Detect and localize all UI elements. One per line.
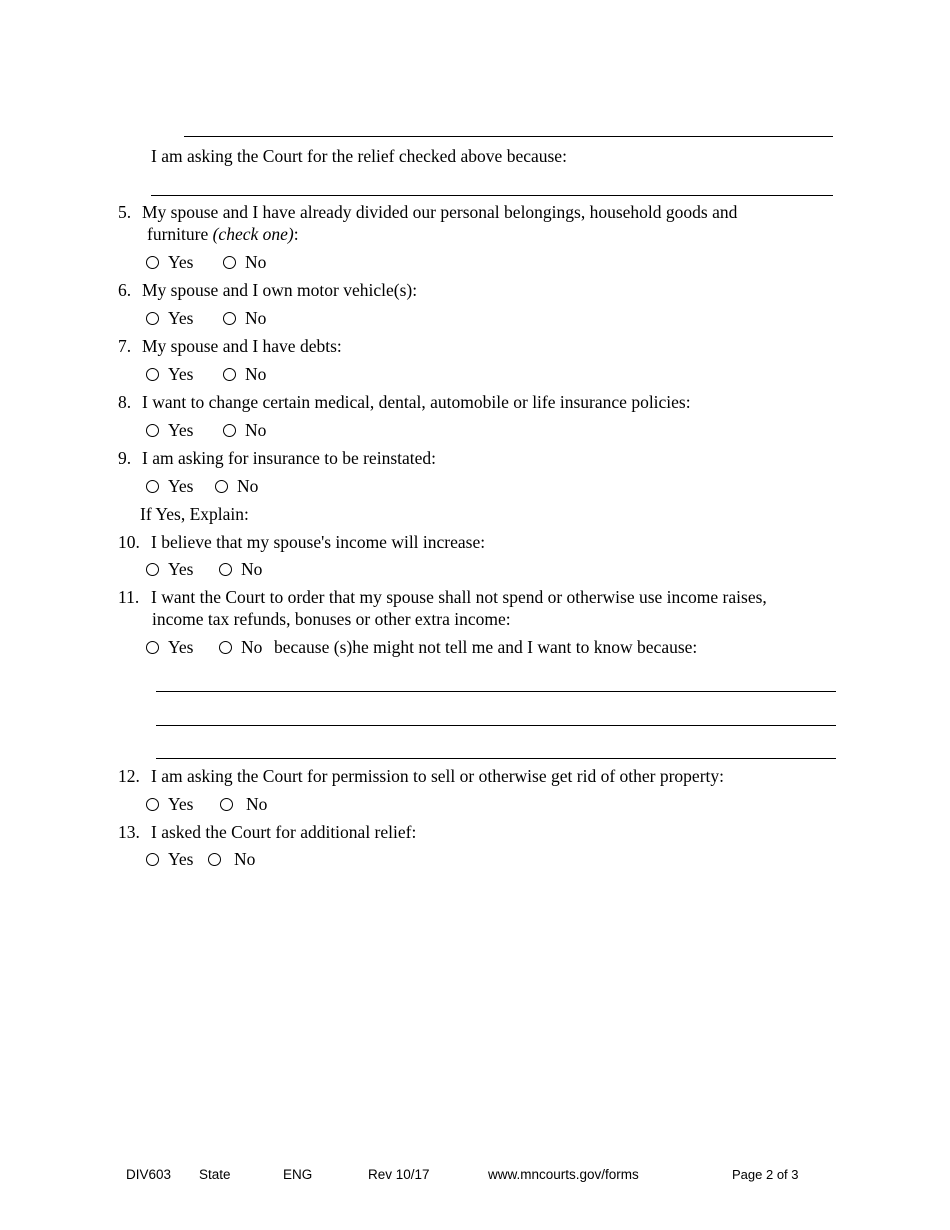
q9-yes-option[interactable]: Yes: [146, 475, 193, 497]
q6-no-option[interactable]: No: [223, 307, 266, 329]
q13-yes-option[interactable]: Yes: [146, 848, 193, 870]
question-5-text: My spouse and I have already divided our personal belongings, household goods and: [142, 202, 738, 222]
question-5-text-continued: furniture (check one):: [147, 224, 299, 244]
question-12-number: 12.: [118, 766, 140, 786]
question-11-text-continued: income tax refunds, bonuses or other extra income:: [152, 609, 511, 629]
q6-yes-option[interactable]: Yes: [146, 307, 193, 329]
question-13-number: 13.: [118, 822, 140, 842]
q12-no-radio[interactable]: [220, 798, 233, 811]
question-5-number: 5.: [118, 202, 132, 222]
q9-no-radio[interactable]: [215, 480, 228, 493]
q11-yes-radio[interactable]: [146, 641, 159, 654]
answer-line-top[interactable]: [184, 136, 833, 137]
q7-yes-option[interactable]: Yes: [146, 363, 193, 385]
q7-no-option[interactable]: No: [223, 363, 266, 385]
footer-state: State: [199, 1167, 231, 1182]
question-10-number: 10.: [118, 532, 140, 552]
q8-no-radio[interactable]: [223, 424, 236, 437]
footer-form-code: DIV603: [126, 1167, 172, 1182]
q9-explain-label: If Yes, Explain:: [140, 504, 249, 524]
question-11-text: I want the Court to order that my spouse shall not spend or otherwise use income raises,: [151, 587, 767, 607]
footer-url[interactable]: www.mncourts.gov/forms: [488, 1167, 639, 1182]
q10-yes-option[interactable]: Yes: [146, 558, 193, 580]
q8-yes-radio[interactable]: [146, 424, 159, 437]
question-12-text: I am asking the Court for permission to sell or otherwise get rid of other property:: [151, 766, 724, 786]
question-7-number: 7.: [118, 336, 132, 356]
question-7-text: My spouse and I have debts:: [142, 336, 342, 356]
relief-reason-line[interactable]: [151, 195, 833, 196]
q11-answer-line-1[interactable]: [156, 691, 836, 692]
q11-no-radio[interactable]: [219, 641, 232, 654]
q11-answer-line-2[interactable]: [156, 725, 836, 726]
q12-no-option[interactable]: No: [220, 793, 267, 815]
q11-answer-line-3[interactable]: [156, 758, 836, 759]
q5-yes-radio[interactable]: [146, 256, 159, 269]
question-11-number: 11.: [118, 587, 140, 607]
q8-no-option[interactable]: No: [223, 419, 266, 441]
q11-no-option[interactable]: No: [219, 636, 262, 658]
q9-yes-radio[interactable]: [146, 480, 159, 493]
q11-because-label: because (s)he might not tell me and I want to know because:: [274, 637, 698, 657]
q7-no-radio[interactable]: [223, 368, 236, 381]
q13-no-radio[interactable]: [208, 853, 221, 866]
q11-yes-option[interactable]: Yes: [146, 636, 193, 658]
q5-no-option[interactable]: No: [223, 251, 266, 273]
question-9-number: 9.: [118, 448, 132, 468]
q5-yes-option[interactable]: Yes: [146, 251, 193, 273]
question-6-number: 6.: [118, 280, 132, 300]
footer-language: ENG: [283, 1167, 313, 1182]
q8-yes-option[interactable]: Yes: [146, 419, 193, 441]
q6-no-radio[interactable]: [223, 312, 236, 325]
question-9-text: I am asking for insurance to be reinstated:: [142, 448, 436, 468]
footer-revision: Rev 10/17: [368, 1167, 430, 1182]
relief-reason-label: I am asking the Court for the relief checked above because:: [151, 146, 567, 166]
q12-yes-radio[interactable]: [146, 798, 159, 811]
footer-page-number: Page 2 of 3: [732, 1167, 799, 1182]
q12-yes-option[interactable]: Yes: [146, 793, 193, 815]
q5-no-radio[interactable]: [223, 256, 236, 269]
q13-yes-radio[interactable]: [146, 853, 159, 866]
question-10-text: I believe that my spouse's income will increase:: [151, 532, 486, 552]
q13-no-option[interactable]: No: [208, 848, 255, 870]
q7-yes-radio[interactable]: [146, 368, 159, 381]
q6-yes-radio[interactable]: [146, 312, 159, 325]
q10-no-option[interactable]: No: [219, 558, 262, 580]
question-8-text: I want to change certain medical, dental, automobile or life insurance policies:: [142, 392, 691, 412]
q9-no-option[interactable]: No: [215, 475, 258, 497]
q10-no-radio[interactable]: [219, 563, 232, 576]
question-13-text: I asked the Court for additional relief:: [151, 822, 417, 842]
q10-yes-radio[interactable]: [146, 563, 159, 576]
question-6-text: My spouse and I own motor vehicle(s):: [142, 280, 418, 300]
question-8-number: 8.: [118, 392, 132, 412]
